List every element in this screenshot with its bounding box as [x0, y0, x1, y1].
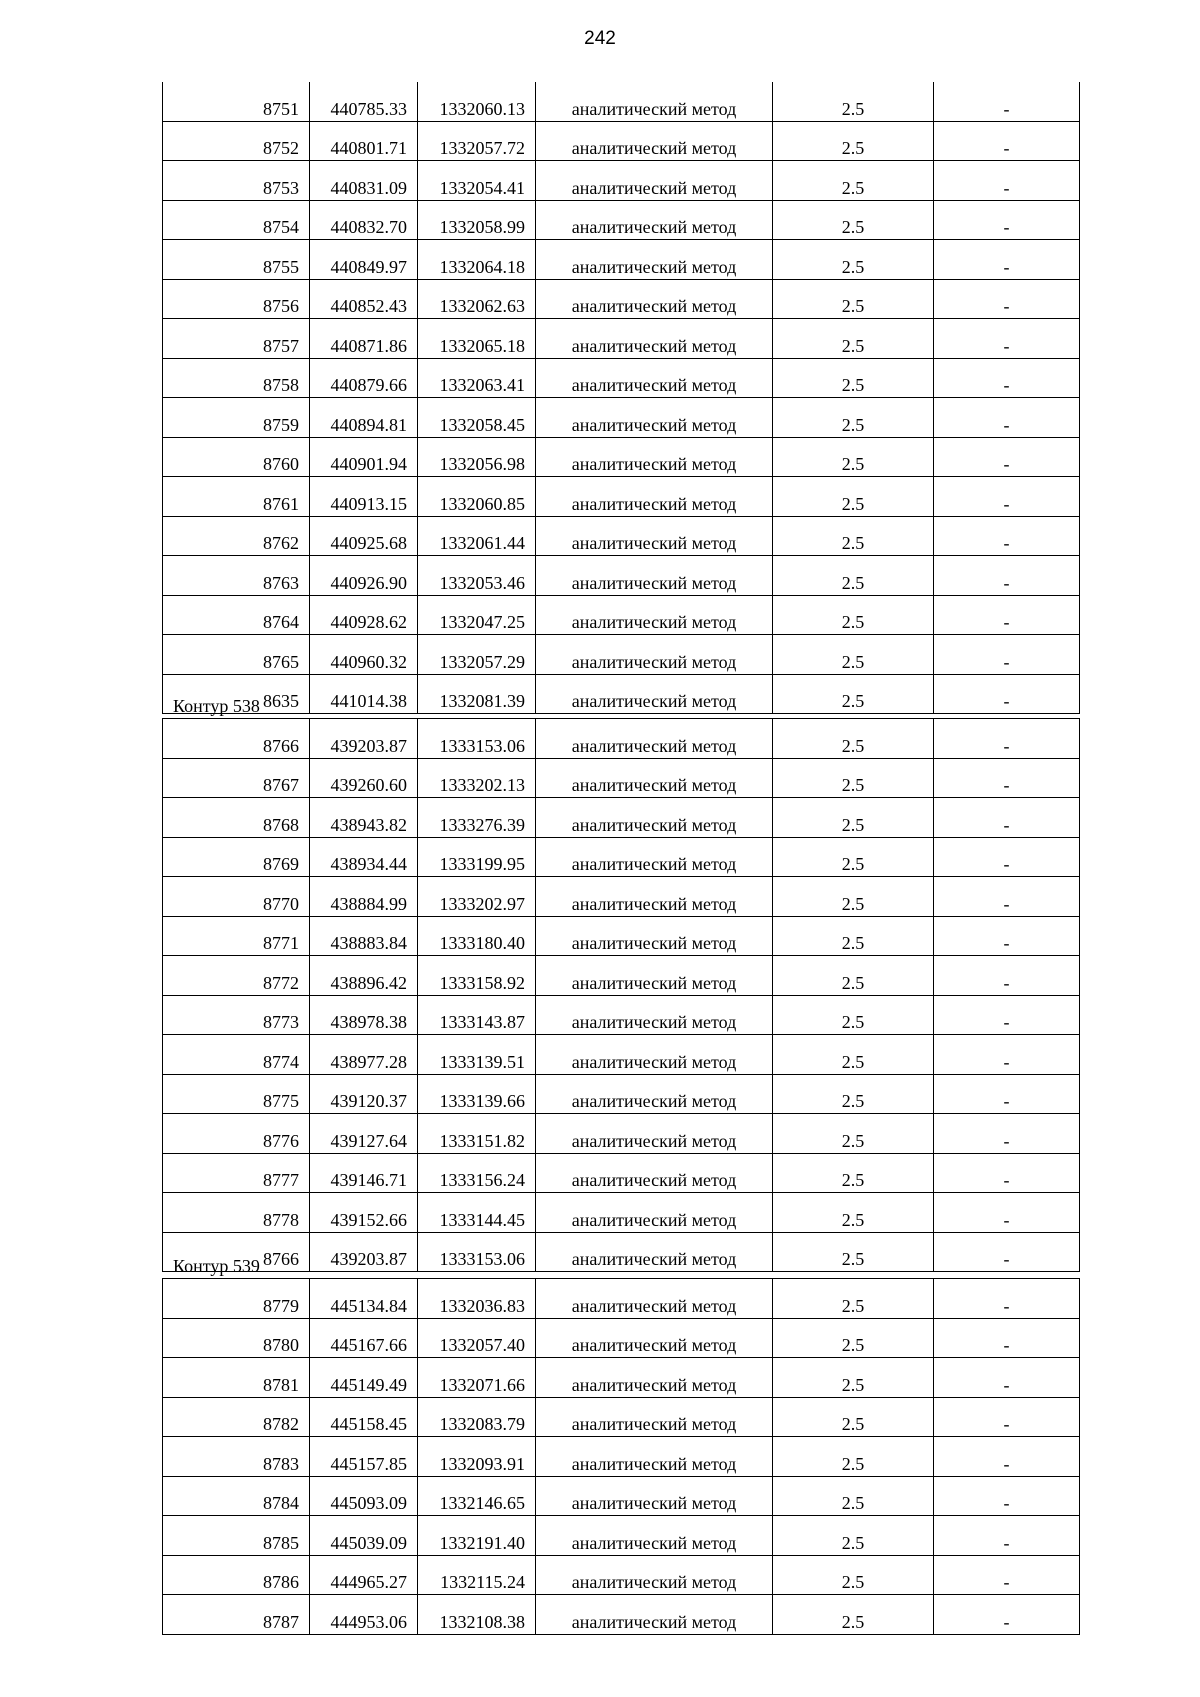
x-coordinate: 445093.09 [310, 1476, 418, 1516]
point-number: 8758 [163, 358, 310, 398]
accuracy-value: 2.5 [773, 635, 934, 675]
note-value: - [934, 1318, 1080, 1358]
table-row [163, 995, 1080, 1035]
table-body [163, 719, 1080, 1272]
point-number: 8761 [163, 477, 310, 517]
determination-method: аналитический метод [536, 1318, 773, 1358]
note-value: - [934, 516, 1080, 556]
accuracy-value: 2.5 [773, 1476, 934, 1516]
y-coordinate: 1332057.40 [418, 1318, 536, 1358]
determination-method: аналитический метод [536, 719, 773, 759]
y-coordinate: 1332093.91 [418, 1437, 536, 1477]
y-coordinate: 1332063.41 [418, 358, 536, 398]
y-coordinate: 1332061.44 [418, 516, 536, 556]
determination-method: аналитический метод [536, 477, 773, 517]
y-coordinate: 1332056.98 [418, 437, 536, 477]
point-number: 8751 [163, 82, 310, 121]
table-row [163, 1595, 1080, 1635]
x-coordinate: 439127.64 [310, 1114, 418, 1154]
accuracy-value: 2.5 [773, 82, 934, 121]
table-row [163, 1358, 1080, 1398]
accuracy-value: 2.5 [773, 719, 934, 759]
points-table-contour-539 [162, 1278, 1079, 1635]
determination-method: аналитический метод [536, 1232, 773, 1272]
accuracy-value: 2.5 [773, 1437, 934, 1477]
accuracy-value: 2.5 [773, 437, 934, 477]
note-value: - [934, 916, 1080, 956]
point-number: 8752 [163, 121, 310, 161]
y-coordinate: 1332081.39 [418, 674, 536, 714]
point-number: 8775 [163, 1074, 310, 1114]
determination-method: аналитический метод [536, 279, 773, 319]
accuracy-value: 2.5 [773, 398, 934, 438]
note-value: - [934, 798, 1080, 838]
table-body [163, 82, 1080, 714]
y-coordinate: 1332071.66 [418, 1358, 536, 1398]
accuracy-value: 2.5 [773, 1318, 934, 1358]
accuracy-value: 2.5 [773, 1193, 934, 1233]
table-row [163, 1114, 1080, 1154]
note-value: - [934, 595, 1080, 635]
point-number: 8753 [163, 161, 310, 201]
determination-method: аналитический метод [536, 1476, 773, 1516]
coordinates-table [162, 82, 1080, 714]
note-value: - [934, 758, 1080, 798]
accuracy-value: 2.5 [773, 1358, 934, 1398]
x-coordinate: 445157.85 [310, 1437, 418, 1477]
table-row [163, 1437, 1080, 1477]
determination-method: аналитический метод [536, 1358, 773, 1398]
note-value: - [934, 674, 1080, 714]
accuracy-value: 2.5 [773, 877, 934, 917]
point-number: 8762 [163, 516, 310, 556]
y-coordinate: 1332060.85 [418, 477, 536, 517]
table-row [163, 1516, 1080, 1556]
point-number: 8766 [163, 1232, 310, 1272]
determination-method: аналитический метод [536, 319, 773, 359]
note-value: - [934, 1358, 1080, 1398]
x-coordinate: 439203.87 [310, 1232, 418, 1272]
y-coordinate: 1333139.51 [418, 1035, 536, 1075]
note-value: - [934, 1232, 1080, 1272]
accuracy-value: 2.5 [773, 477, 934, 517]
accuracy-value: 2.5 [773, 1516, 934, 1556]
table-row [163, 1153, 1080, 1193]
note-value: - [934, 1437, 1080, 1477]
x-coordinate: 440926.90 [310, 556, 418, 596]
x-coordinate: 444953.06 [310, 1595, 418, 1635]
accuracy-value: 2.5 [773, 916, 934, 956]
y-coordinate: 1332083.79 [418, 1397, 536, 1437]
table-row [163, 719, 1080, 759]
note-value: - [934, 1074, 1080, 1114]
x-coordinate: 439146.71 [310, 1153, 418, 1193]
point-number: 8756 [163, 279, 310, 319]
point-number: 8785 [163, 1516, 310, 1556]
y-coordinate: 1332064.18 [418, 240, 536, 280]
table-row [163, 279, 1080, 319]
table-row [163, 1035, 1080, 1075]
table-row [163, 674, 1080, 714]
note-value: - [934, 161, 1080, 201]
accuracy-value: 2.5 [773, 358, 934, 398]
table-row [163, 1318, 1080, 1358]
determination-method: аналитический метод [536, 995, 773, 1035]
table-row [163, 240, 1080, 280]
contour-label: Контур 539 [173, 1256, 260, 1276]
y-coordinate: 1333158.92 [418, 956, 536, 996]
y-coordinate: 1333151.82 [418, 1114, 536, 1154]
y-coordinate: 1332115.24 [418, 1555, 536, 1595]
point-number: 8778 [163, 1193, 310, 1233]
y-coordinate: 1332108.38 [418, 1595, 536, 1635]
table-row [163, 1279, 1080, 1319]
determination-method: аналитический метод [536, 358, 773, 398]
x-coordinate: 440913.15 [310, 477, 418, 517]
determination-method: аналитический метод [536, 1114, 773, 1154]
note-value: - [934, 279, 1080, 319]
x-coordinate: 445167.66 [310, 1318, 418, 1358]
point-number: 8757 [163, 319, 310, 359]
x-coordinate: 440849.97 [310, 240, 418, 280]
x-coordinate: 438896.42 [310, 956, 418, 996]
y-coordinate: 1333156.24 [418, 1153, 536, 1193]
table-row [163, 82, 1080, 121]
table-row [163, 877, 1080, 917]
determination-method: аналитический метод [536, 1035, 773, 1075]
x-coordinate: 440928.62 [310, 595, 418, 635]
page-number: 242 [584, 28, 616, 49]
point-number: 8769 [163, 837, 310, 877]
point-number: 8777 [163, 1153, 310, 1193]
point-number: 8768 [163, 798, 310, 838]
determination-method: аналитический метод [536, 1555, 773, 1595]
x-coordinate: 438977.28 [310, 1035, 418, 1075]
note-value: - [934, 1516, 1080, 1556]
y-coordinate: 1333143.87 [418, 995, 536, 1035]
x-coordinate: 440831.09 [310, 161, 418, 201]
y-coordinate: 1332062.63 [418, 279, 536, 319]
note-value: - [934, 1193, 1080, 1233]
table-row [163, 837, 1080, 877]
accuracy-value: 2.5 [773, 1555, 934, 1595]
note-value: - [934, 1035, 1080, 1075]
determination-method: аналитический метод [536, 1153, 773, 1193]
determination-method: аналитический метод [536, 556, 773, 596]
note-value: - [934, 995, 1080, 1035]
determination-method: аналитический метод [536, 121, 773, 161]
note-value: - [934, 437, 1080, 477]
x-coordinate: 438883.84 [310, 916, 418, 956]
point-number: 8755 [163, 240, 310, 280]
coordinates-table [162, 1278, 1080, 1635]
point-number: 8765 [163, 635, 310, 675]
note-value: - [934, 1595, 1080, 1635]
determination-method: аналитический метод [536, 516, 773, 556]
determination-method: аналитический метод [536, 837, 773, 877]
y-coordinate: 1333139.66 [418, 1074, 536, 1114]
contour-label: Контур 538 [173, 696, 260, 716]
y-coordinate: 1332053.46 [418, 556, 536, 596]
determination-method: аналитический метод [536, 916, 773, 956]
point-number: 8771 [163, 916, 310, 956]
x-coordinate: 440852.43 [310, 279, 418, 319]
point-number: 8764 [163, 595, 310, 635]
point-number: 8772 [163, 956, 310, 996]
y-coordinate: 1333276.39 [418, 798, 536, 838]
accuracy-value: 2.5 [773, 279, 934, 319]
accuracy-value: 2.5 [773, 1279, 934, 1319]
point-number: 8759 [163, 398, 310, 438]
x-coordinate: 440894.81 [310, 398, 418, 438]
note-value: - [934, 319, 1080, 359]
point-number: 8754 [163, 200, 310, 240]
note-value: - [934, 877, 1080, 917]
accuracy-value: 2.5 [773, 161, 934, 201]
table-row [163, 798, 1080, 838]
note-value: - [934, 121, 1080, 161]
determination-method: аналитический метод [536, 877, 773, 917]
accuracy-value: 2.5 [773, 837, 934, 877]
determination-method: аналитический метод [536, 1397, 773, 1437]
y-coordinate: 1333144.45 [418, 1193, 536, 1233]
accuracy-value: 2.5 [773, 1114, 934, 1154]
y-coordinate: 1332054.41 [418, 161, 536, 201]
note-value: - [934, 200, 1080, 240]
accuracy-value: 2.5 [773, 674, 934, 714]
determination-method: аналитический метод [536, 674, 773, 714]
table-row [163, 477, 1080, 517]
point-number: 8780 [163, 1318, 310, 1358]
x-coordinate: 438943.82 [310, 798, 418, 838]
point-number: 8786 [163, 1555, 310, 1595]
accuracy-value: 2.5 [773, 1232, 934, 1272]
table-row [163, 437, 1080, 477]
point-number: 8763 [163, 556, 310, 596]
table-row [163, 319, 1080, 359]
y-coordinate: 1332057.29 [418, 635, 536, 675]
accuracy-value: 2.5 [773, 1153, 934, 1193]
table-row [163, 1074, 1080, 1114]
accuracy-value: 2.5 [773, 556, 934, 596]
y-coordinate: 1333202.97 [418, 877, 536, 917]
point-number: 8779 [163, 1279, 310, 1319]
table-row [163, 758, 1080, 798]
x-coordinate: 439120.37 [310, 1074, 418, 1114]
y-coordinate: 1333153.06 [418, 719, 536, 759]
x-coordinate: 444965.27 [310, 1555, 418, 1595]
accuracy-value: 2.5 [773, 1074, 934, 1114]
table-row [163, 516, 1080, 556]
accuracy-value: 2.5 [773, 1595, 934, 1635]
y-coordinate: 1332191.40 [418, 1516, 536, 1556]
point-number: 8635 [163, 674, 310, 714]
table-body [163, 1279, 1080, 1635]
point-number: 8774 [163, 1035, 310, 1075]
accuracy-value: 2.5 [773, 595, 934, 635]
determination-method: аналитический метод [536, 1279, 773, 1319]
point-number: 8760 [163, 437, 310, 477]
table-row [163, 595, 1080, 635]
x-coordinate: 438934.44 [310, 837, 418, 877]
table-row [163, 1193, 1080, 1233]
note-value: - [934, 1476, 1080, 1516]
note-value: - [934, 1397, 1080, 1437]
x-coordinate: 440832.70 [310, 200, 418, 240]
table-row [163, 161, 1080, 201]
accuracy-value: 2.5 [773, 798, 934, 838]
table-row [163, 635, 1080, 675]
determination-method: аналитический метод [536, 956, 773, 996]
y-coordinate: 1333180.40 [418, 916, 536, 956]
y-coordinate: 1332146.65 [418, 1476, 536, 1516]
table-row [163, 1397, 1080, 1437]
determination-method: аналитический метод [536, 1074, 773, 1114]
x-coordinate: 438884.99 [310, 877, 418, 917]
note-value: - [934, 82, 1080, 121]
table-row [163, 1555, 1080, 1595]
x-coordinate: 445149.49 [310, 1358, 418, 1398]
coordinates-table [162, 718, 1080, 1272]
note-value: - [934, 837, 1080, 877]
point-number: 8781 [163, 1358, 310, 1398]
points-table-continued [162, 82, 1079, 714]
accuracy-value: 2.5 [773, 1397, 934, 1437]
accuracy-value: 2.5 [773, 240, 934, 280]
y-coordinate: 1332058.99 [418, 200, 536, 240]
x-coordinate: 441014.38 [310, 674, 418, 714]
x-coordinate: 440925.68 [310, 516, 418, 556]
table-row [163, 1232, 1080, 1272]
determination-method: аналитический метод [536, 635, 773, 675]
determination-method: аналитический метод [536, 161, 773, 201]
point-number: 8770 [163, 877, 310, 917]
points-table-contour-538 [162, 718, 1079, 1272]
determination-method: аналитический метод [536, 595, 773, 635]
x-coordinate: 440801.71 [310, 121, 418, 161]
determination-method: аналитический метод [536, 1193, 773, 1233]
accuracy-value: 2.5 [773, 121, 934, 161]
x-coordinate: 445039.09 [310, 1516, 418, 1556]
determination-method: аналитический метод [536, 1437, 773, 1477]
point-number: 8784 [163, 1476, 310, 1516]
x-coordinate: 440960.32 [310, 635, 418, 675]
determination-method: аналитический метод [536, 1516, 773, 1556]
determination-method: аналитический метод [536, 1595, 773, 1635]
note-value: - [934, 1114, 1080, 1154]
note-value: - [934, 240, 1080, 280]
table-row [163, 916, 1080, 956]
x-coordinate: 439152.66 [310, 1193, 418, 1233]
determination-method: аналитический метод [536, 758, 773, 798]
x-coordinate: 440901.94 [310, 437, 418, 477]
x-coordinate: 439203.87 [310, 719, 418, 759]
accuracy-value: 2.5 [773, 200, 934, 240]
accuracy-value: 2.5 [773, 1035, 934, 1075]
table-row [163, 398, 1080, 438]
x-coordinate: 440785.33 [310, 82, 418, 121]
determination-method: аналитический метод [536, 798, 773, 838]
note-value: - [934, 358, 1080, 398]
table-row [163, 121, 1080, 161]
x-coordinate: 445134.84 [310, 1279, 418, 1319]
y-coordinate: 1333202.13 [418, 758, 536, 798]
note-value: - [934, 1555, 1080, 1595]
accuracy-value: 2.5 [773, 956, 934, 996]
point-number: 8782 [163, 1397, 310, 1437]
point-number: 8776 [163, 1114, 310, 1154]
x-coordinate: 440871.86 [310, 319, 418, 359]
point-number: 8773 [163, 995, 310, 1035]
accuracy-value: 2.5 [773, 758, 934, 798]
y-coordinate: 1333153.06 [418, 1232, 536, 1272]
y-coordinate: 1332036.83 [418, 1279, 536, 1319]
accuracy-value: 2.5 [773, 516, 934, 556]
point-number: 8767 [163, 758, 310, 798]
y-coordinate: 1332057.72 [418, 121, 536, 161]
table-row [163, 1476, 1080, 1516]
accuracy-value: 2.5 [773, 995, 934, 1035]
note-value: - [934, 956, 1080, 996]
point-number: 8766 [163, 719, 310, 759]
note-value: - [934, 556, 1080, 596]
x-coordinate: 439260.60 [310, 758, 418, 798]
x-coordinate: 445158.45 [310, 1397, 418, 1437]
note-value: - [934, 1153, 1080, 1193]
point-number: 8787 [163, 1595, 310, 1635]
y-coordinate: 1333199.95 [418, 837, 536, 877]
determination-method: аналитический метод [536, 437, 773, 477]
y-coordinate: 1332058.45 [418, 398, 536, 438]
note-value: - [934, 1279, 1080, 1319]
accuracy-value: 2.5 [773, 319, 934, 359]
table-row [163, 956, 1080, 996]
table-row [163, 200, 1080, 240]
determination-method: аналитический метод [536, 240, 773, 280]
point-number: 8783 [163, 1437, 310, 1477]
note-value: - [934, 635, 1080, 675]
note-value: - [934, 719, 1080, 759]
determination-method: аналитический метод [536, 398, 773, 438]
y-coordinate: 1332060.13 [418, 82, 536, 121]
note-value: - [934, 477, 1080, 517]
table-row [163, 358, 1080, 398]
x-coordinate: 440879.66 [310, 358, 418, 398]
table-row [163, 556, 1080, 596]
y-coordinate: 1332065.18 [418, 319, 536, 359]
note-value: - [934, 398, 1080, 438]
x-coordinate: 438978.38 [310, 995, 418, 1035]
determination-method: аналитический метод [536, 200, 773, 240]
determination-method: аналитический метод [536, 82, 773, 121]
y-coordinate: 1332047.25 [418, 595, 536, 635]
